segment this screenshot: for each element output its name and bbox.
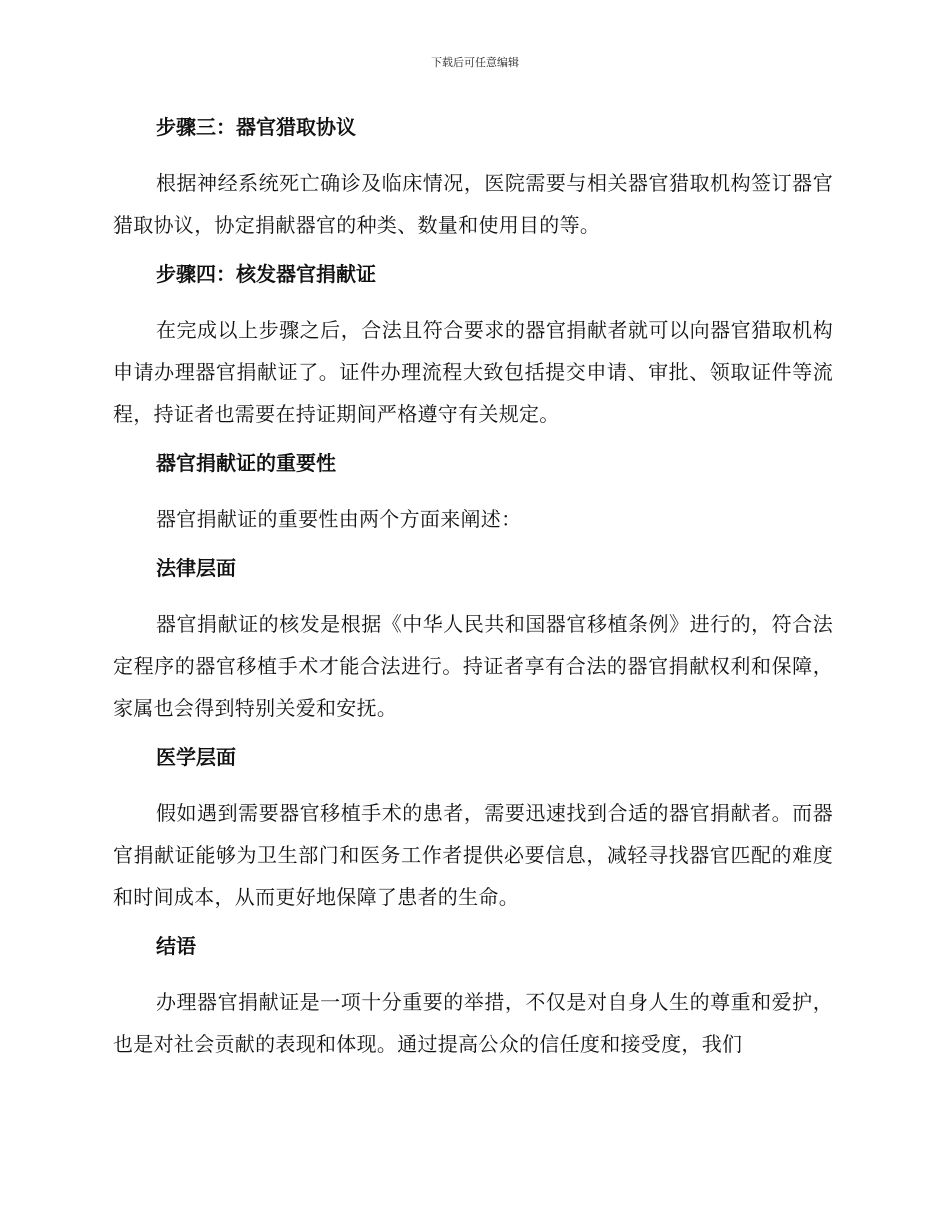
section-paragraph: 办理器官捐献证是一项十分重要的举措，不仅是对自身人生的尊重和爱护，也是对社会贡献的表现和体现。通过提高公众的信任度和接受度，我们: [113, 990, 833, 1056]
document-body: [113, 112, 833, 1065]
header-note: 下载后可任意编辑: [431, 56, 519, 69]
section-importance: [113, 448, 833, 553]
section-paragraph: 器官捐献证的重要性由两个方面来阐述：: [156, 507, 522, 531]
section-heading: 步骤三：器官猎取协议: [156, 115, 356, 139]
section-medical: [113, 742, 833, 931]
section-heading: 步骤四：核发器官捐献证: [156, 262, 376, 286]
section-heading: 结语: [156, 934, 196, 958]
section-conclusion: [113, 931, 833, 1065]
section-heading: 法律层面: [156, 556, 236, 580]
section-step-four: [113, 259, 833, 448]
section-heading: 器官捐献证的重要性: [156, 451, 336, 475]
section-step-three: [113, 112, 833, 259]
section-paragraph: 在完成以上步骤之后，合法且符合要求的器官捐献者就可以向器官猎取机构申请办理器官捐献证了。证件办理流程大致包括提交申请、审批、领取证件等流程，持证者也需要在持证期间严格遵守有关规定。: [113, 318, 833, 426]
section-heading: 医学层面: [156, 745, 236, 769]
section-paragraph: 根据神经系统死亡确诊及临床情况，医院需要与相关器官猎取机构签订器官猎取协议，协定捐献器官的种类、数量和使用目的等。: [113, 171, 833, 237]
section-paragraph: 假如遇到需要器官移植手术的患者，需要迅速找到合适的器官捐献者。而器官捐献证能够为卫生部门和医务工作者提供必要信息，减轻寻找器官匹配的难度和时间成本，从而更好地保障了患者的生命。: [113, 801, 833, 909]
section-legal: [113, 553, 833, 742]
section-paragraph: 器官捐献证的核发是根据《中华人民共和国器官移植条例》进行的，符合法定程序的器官移植手术才能合法进行。持证者享有合法的器官捐献权利和保障，家属也会得到特别关爱和安抚。: [113, 612, 833, 720]
